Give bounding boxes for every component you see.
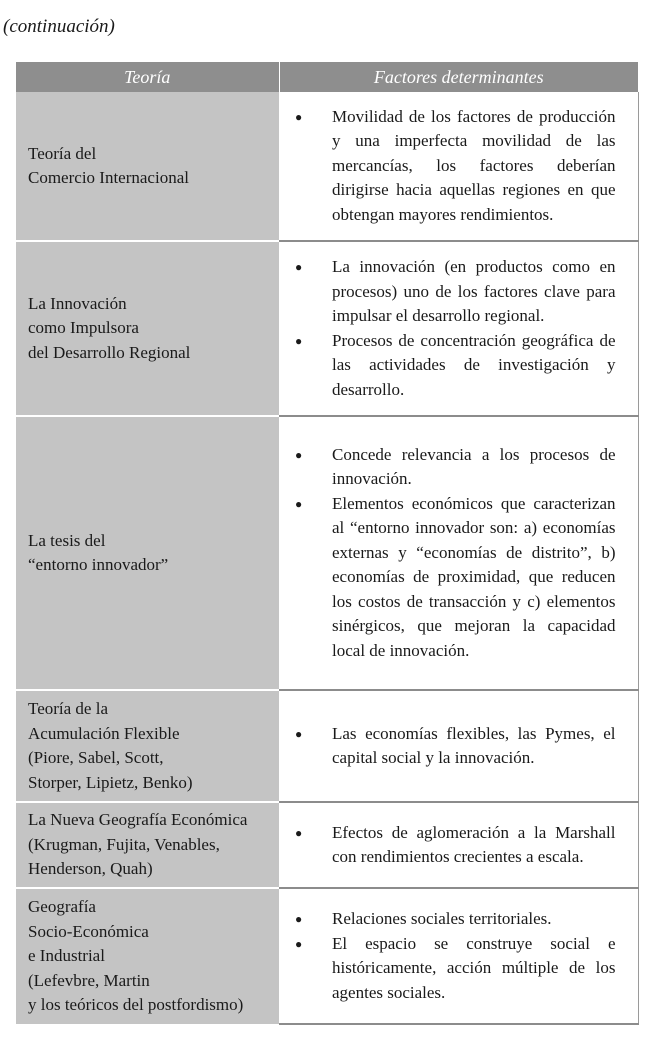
theory-line: Geografía bbox=[28, 897, 96, 917]
theory-line: Socio-Económica bbox=[28, 921, 149, 941]
factors-cell bbox=[279, 241, 638, 416]
theory-cell bbox=[16, 802, 279, 888]
factors-cell bbox=[279, 802, 638, 888]
theories-table bbox=[16, 62, 639, 1025]
theory-line: La tesis del bbox=[28, 530, 106, 550]
factor-item bbox=[287, 907, 616, 932]
table-row bbox=[16, 690, 638, 802]
factor-item bbox=[287, 443, 616, 492]
factor-text: Efectos de aglomeración a la Marshall con rendimientos crecientes a escala. bbox=[332, 822, 616, 866]
bullet-icon: ● bbox=[295, 726, 303, 741]
theory-cell bbox=[16, 241, 279, 416]
factor-text: Elementos económicos que caracterizan al “entorno innovador son: a) economías externas y “economías de distrito”, b) economías de proximidad, que reducen los costos de transacción y c) elementos sinérgicos, que mejoran la capacidad local de innovación. bbox=[332, 493, 616, 660]
bullet-icon: ● bbox=[295, 447, 303, 462]
factor-item bbox=[287, 329, 616, 403]
header-factors: Factores determinantes bbox=[279, 62, 638, 92]
factor-text: Procesos de concentración geográfica de las actividades de investigación y desarrollo. bbox=[332, 330, 616, 399]
bullet-icon: ● bbox=[295, 936, 303, 951]
table-row bbox=[16, 92, 638, 241]
factor-item bbox=[287, 932, 616, 1006]
bullet-icon: ● bbox=[295, 333, 303, 348]
theory-cell bbox=[16, 92, 279, 241]
theory-cell bbox=[16, 416, 279, 690]
bullet-icon: ● bbox=[295, 825, 303, 840]
theory-line: (Krugman, Fujita, Venables, bbox=[28, 834, 220, 854]
bullet-icon: ● bbox=[295, 260, 303, 274]
theory-line: La Innovación bbox=[28, 293, 127, 313]
theory-line: Acumulación Flexible bbox=[28, 723, 180, 743]
factors-cell bbox=[279, 416, 638, 690]
theory-line: Teoría del bbox=[28, 143, 97, 163]
factor-item bbox=[287, 722, 616, 771]
theory-line: Storper, Lipietz, Benko) bbox=[28, 772, 193, 792]
table-row bbox=[16, 802, 638, 888]
factor-text: Relaciones sociales territoriales. bbox=[332, 909, 552, 928]
theory-line: “entorno innovador” bbox=[28, 555, 169, 574]
table-header bbox=[16, 62, 638, 92]
factor-text: Movilidad de los factores de producción y una imperfecta movilidad de las mercancías, los factores deberían dirigirse hacia aquellas regiones en que obtengan mayores rendimientos. bbox=[332, 106, 616, 224]
table-row bbox=[16, 416, 638, 690]
table-caption: (continuación) bbox=[3, 16, 115, 37]
theory-line: Henderson, Quah) bbox=[28, 859, 153, 879]
theory-line: La Nueva Geografía Económica bbox=[28, 810, 248, 830]
factor-item bbox=[287, 492, 616, 664]
theory-line: e Industrial bbox=[28, 946, 105, 966]
theory-line: Comercio Internacional bbox=[28, 168, 189, 187]
theory-line: (Piore, Sabel, Scott, bbox=[28, 748, 164, 767]
table-row bbox=[16, 241, 638, 416]
factor-text: La innovación (en productos como en procesos) uno de los factores clave para impulsar el desarrollo regional. bbox=[332, 257, 616, 325]
factor-item bbox=[287, 821, 616, 870]
theory-line: del Desarrollo Regional bbox=[28, 342, 191, 362]
theory-cell bbox=[16, 888, 279, 1024]
factors-cell bbox=[279, 690, 638, 802]
theory-line: como Impulsora bbox=[28, 318, 139, 338]
factor-text: El espacio se construye social e históricamente, acción múltiple de los agentes sociales. bbox=[332, 933, 616, 1002]
factors-cell bbox=[279, 92, 638, 241]
theory-line: Teoría de la bbox=[28, 699, 108, 718]
factor-item bbox=[287, 105, 616, 228]
header-theory: Teoría bbox=[16, 62, 279, 92]
theory-line: y los teóricos del postfordismo) bbox=[28, 995, 244, 1015]
factor-item bbox=[287, 255, 616, 329]
theory-cell bbox=[16, 690, 279, 802]
bullet-icon: ● bbox=[295, 109, 303, 124]
table-row bbox=[16, 888, 638, 1024]
bullet-icon: ● bbox=[295, 496, 303, 511]
bullet-icon: ● bbox=[295, 912, 303, 926]
factor-text: Concede relevancia a los procesos de innovación. bbox=[332, 444, 616, 489]
factor-text: Las economías flexibles, las Pymes, el capital social y la innovación. bbox=[332, 723, 616, 767]
theory-line: (Lefevbre, Martin bbox=[28, 970, 150, 990]
factors-cell bbox=[279, 888, 638, 1024]
